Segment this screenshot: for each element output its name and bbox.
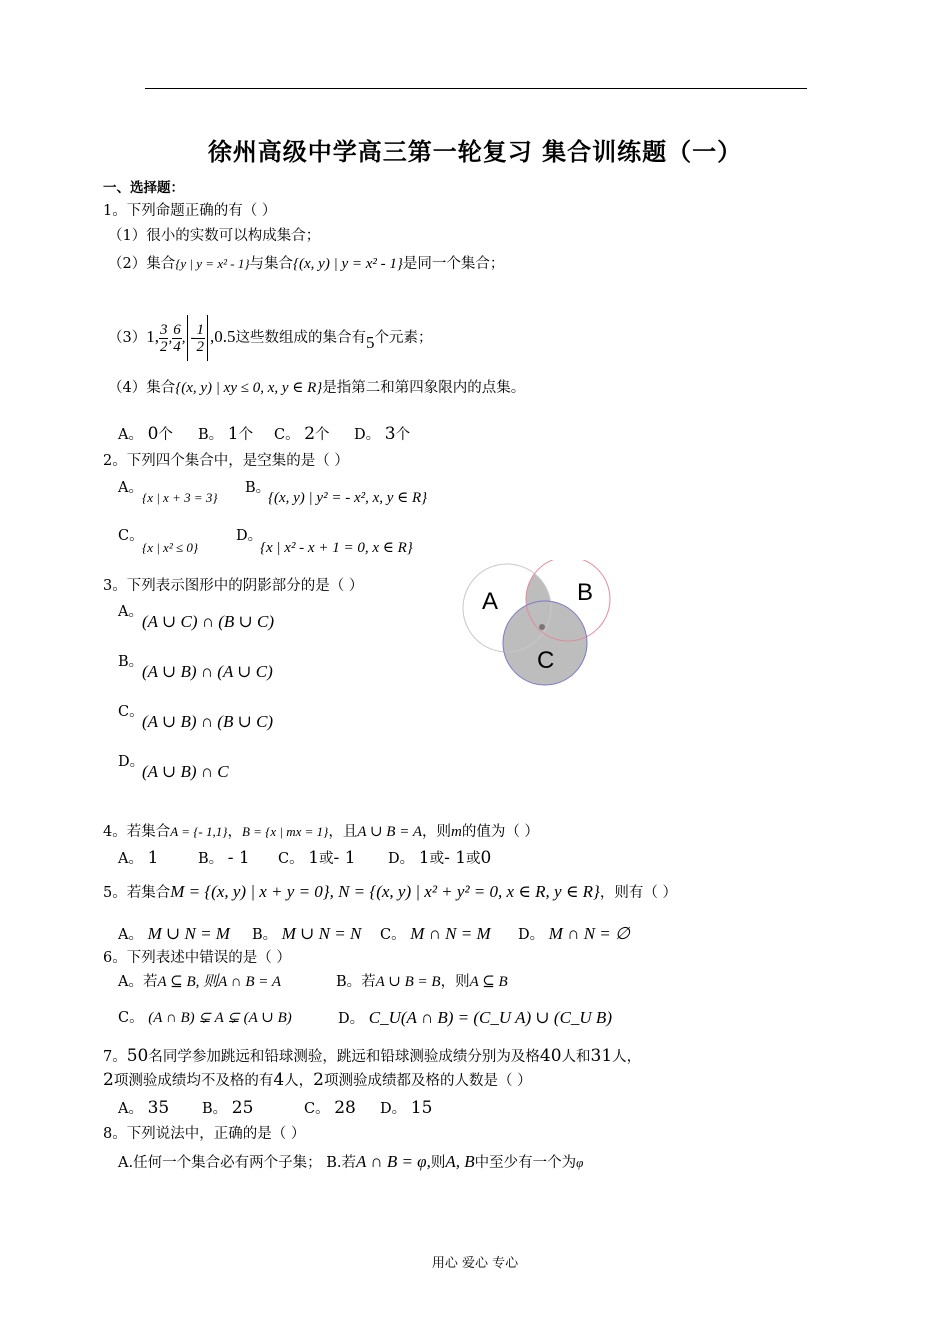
q1-option-a xyxy=(118,424,173,445)
q2-option-a-label: A。 xyxy=(118,480,143,496)
q1-statement-2 xyxy=(108,254,504,274)
q7-option-d xyxy=(380,1098,432,1119)
option-math: 3 xyxy=(384,424,396,444)
q1-s3-suffix: ,0.5 xyxy=(209,327,236,346)
option-math: 1 xyxy=(418,848,430,868)
q7-option-c xyxy=(304,1098,356,1119)
option-label: B。 xyxy=(252,927,278,943)
option-label: A。 xyxy=(118,851,143,867)
q6-option-d xyxy=(338,1008,612,1029)
q8-text: 中至少有一个为 xyxy=(474,1155,577,1171)
q8-stem: 8。下列说法中，正确的是（ ） xyxy=(103,1126,306,1142)
q4-stem: 4。若集合A = {- 1,1}，B = {x | mx = 1}，且A ∪ B = A，则m的值为（ ） xyxy=(103,824,539,840)
abs-bar-left xyxy=(187,315,188,361)
frac1-num: 3 xyxy=(159,321,168,338)
frac2-den: 4 xyxy=(173,338,181,355)
q7-text: 人， xyxy=(612,1049,642,1065)
q7-text: 项测验成绩均不及格的有 xyxy=(113,1073,274,1089)
option-math: A ⊆ B xyxy=(469,974,508,990)
q5-option-c xyxy=(380,924,491,945)
q7-num: 50 xyxy=(126,1046,149,1066)
q8-option-b-label: B.若 xyxy=(326,1155,356,1171)
q1-stem: 1。下列命题正确的有（ ） xyxy=(103,203,277,219)
q4-math-c: A ∪ B = A xyxy=(357,824,422,840)
q1-s3-prefix: 1, xyxy=(146,327,159,346)
option-math: C_U(A ∩ B) = (C_U A) ∪ (C_U B) xyxy=(368,1008,612,1027)
option-math: M ∩ N = M xyxy=(410,924,491,943)
q1-s3-fraction-2 xyxy=(172,322,182,355)
q1-s4-text-a: （4）集合 xyxy=(108,380,176,396)
q1-s4-text-b: 是指第二和第四象限内的点集。 xyxy=(322,380,526,396)
option-unit: 个 xyxy=(158,427,173,443)
option-label: C。 xyxy=(278,851,304,867)
q8-text: 则 xyxy=(430,1155,446,1171)
q8-math: A ∩ B = φ, xyxy=(355,1152,431,1171)
option-label: A。 xyxy=(118,1101,143,1117)
q7-text: 名同学参加跳远和铅球测验，跳远和铅球测验成绩分别为及格 xyxy=(148,1049,540,1065)
q3-option-c-math: (A ∪ B) ∩ (B ∪ C) xyxy=(142,712,274,731)
option-unit: 个 xyxy=(395,427,411,443)
q1-s2-math-1: {y | y = x² - 1} xyxy=(175,256,250,271)
q1-option-b xyxy=(198,424,253,445)
q5-option-a xyxy=(118,924,230,945)
option-math: 0 xyxy=(480,848,492,868)
venn-diagram xyxy=(455,560,625,695)
q1-statement-3: （3）1, $\frac{3}{2}$ , $\frac{6}{4}$ , - $\frac{1}{2}$ ,0.5这些数组成的集合有5个元素； xyxy=(108,314,432,360)
page-title: 徐州高级中学高三第一轮复习 集合训练题（一） xyxy=(207,137,743,166)
option-unit: 个 xyxy=(238,427,254,443)
q1-statement-4 xyxy=(108,378,525,398)
q7-number: 7。 xyxy=(103,1049,127,1065)
q7-text: 人和 xyxy=(561,1049,591,1065)
q2-option-a-math: {x | x + 3 = 3} xyxy=(142,490,218,505)
q4-text-d: 的值为（ ） xyxy=(461,824,539,840)
option-math: - 1 xyxy=(227,848,250,868)
q1-option-d xyxy=(354,424,410,445)
option-label: C。 xyxy=(304,1101,330,1117)
option-math: 0 xyxy=(147,424,159,444)
q3-stem: 3。下列表示图形中的阴影部分的是（ ） xyxy=(103,578,364,594)
q5-math: M = {(x, y) | x + y = 0}, N = {(x, y) | x² + y² = 0, x ∈ R, y ∈ R} xyxy=(170,882,600,901)
option-math: 35 xyxy=(147,1098,170,1118)
frac1-den: 2 xyxy=(159,338,168,355)
option-label: D。 xyxy=(518,927,545,943)
q8-option-a: A.任何一个集合必有两个子集； xyxy=(118,1155,322,1171)
frac2-num: 6 xyxy=(173,321,181,338)
q1-statement-1: （1）很小的实数可以构成集合； xyxy=(108,228,321,244)
q4-option-d xyxy=(388,848,491,869)
option-math: (A ∩ B) ⊊ A ⊊ (A ∪ B) xyxy=(148,1010,292,1026)
option-label: D。 xyxy=(338,1011,365,1027)
frac3-num: 1 xyxy=(196,321,204,338)
q8-options xyxy=(118,1152,583,1173)
q7-num: 31 xyxy=(590,1046,613,1066)
q3-option-d-label: D。 xyxy=(118,754,145,770)
q7-text: 人， xyxy=(284,1073,314,1089)
option-or: 或 xyxy=(429,851,445,867)
option-or: 或 xyxy=(466,851,481,867)
q3-option-b-math: (A ∪ B) ∩ (A ∪ C) xyxy=(142,662,273,681)
q2-option-b-label: B。 xyxy=(245,480,271,496)
q3-option-a-label: A。 xyxy=(118,604,143,620)
option-math: 15 xyxy=(410,1098,433,1118)
option-unit: 个 xyxy=(315,427,330,443)
q4-option-b xyxy=(198,848,250,869)
option-label: A。 xyxy=(118,427,143,443)
q8-math: A, B xyxy=(445,1152,475,1171)
q7-line-2 xyxy=(103,1070,532,1091)
q1-s3-text-c: 个元素； xyxy=(374,330,433,346)
section-heading: 一、选择题： xyxy=(103,180,184,196)
option-math: 25 xyxy=(231,1098,254,1118)
q2-option-d-math: {x | x² - x + 1 = 0, x ∈ R} xyxy=(260,540,413,556)
q7-num: 2 xyxy=(313,1070,324,1090)
q3-option-b-label: B。 xyxy=(118,654,144,670)
q5-option-d xyxy=(518,924,630,945)
q2-option-c-label: C。 xyxy=(118,528,144,544)
q2-option-b-math: {(x, y) | y² = - x², x, y ∈ R} xyxy=(268,490,428,506)
option-math: A ∪ B = B xyxy=(375,974,441,990)
venn-label-c: C xyxy=(537,647,555,674)
option-math: 1 xyxy=(308,848,320,868)
abs-bar-right xyxy=(207,315,208,361)
q5-text-a: 5。若集合 xyxy=(103,885,171,901)
page-footer: 用心 爱心 专心 xyxy=(431,1256,519,1271)
q2-stem: 2。下列四个集合中，是空集的是（ ） xyxy=(103,453,349,469)
q1-s4-math: {(x, y) | xy ≤ 0, x, y ∈ R} xyxy=(175,380,323,396)
q7-option-b xyxy=(202,1098,253,1119)
q4-option-a xyxy=(118,848,158,869)
q1-s3-count: 5 xyxy=(365,333,375,352)
option-math: M ∪ N = M xyxy=(147,924,230,943)
q2-option-d-label: D。 xyxy=(236,528,263,544)
option-label: C。 xyxy=(380,927,406,943)
q1-s3-text-b: 这些数组成的集合有 xyxy=(235,330,366,346)
q1-s2-text-c: 是同一个集合； xyxy=(402,256,505,272)
q4-text-c: ，则 xyxy=(421,824,451,840)
q4-math-b: B = {x | mx = 1} xyxy=(241,824,329,839)
option-label: B。 xyxy=(198,427,224,443)
option-math: A ⊆ B, 则A ∩ B = A xyxy=(157,974,282,990)
q1-s3-text-a: （3） xyxy=(108,330,147,346)
q1-s3-fraction-3 xyxy=(195,322,205,355)
option-math: 1 xyxy=(147,848,159,868)
q1-s2-text-a: （2）集合 xyxy=(108,256,176,272)
q7-text: 项测验成绩都及格的人数是（ ） xyxy=(323,1073,532,1089)
q1-s2-text-b: 与集合 xyxy=(249,256,294,272)
option-label: B。 xyxy=(202,1101,228,1117)
q3-option-a-math: (A ∪ C) ∩ (B ∪ C) xyxy=(142,612,275,631)
option-label: A。若 xyxy=(118,974,158,990)
option-label: C。 xyxy=(118,1010,144,1026)
q4-option-c xyxy=(278,848,356,869)
q5-option-b xyxy=(252,924,361,945)
option-math: 28 xyxy=(334,1098,356,1118)
q1-s2-math-2: {(x, y) | y = x² - 1} xyxy=(293,256,403,272)
q8-math: φ xyxy=(576,1155,584,1170)
option-label: D。 xyxy=(354,427,381,443)
option-math: M ∪ N = N xyxy=(281,924,362,943)
option-label: A。 xyxy=(118,927,143,943)
q7-num: 2 xyxy=(103,1070,114,1090)
option-math: - 1 xyxy=(444,848,467,868)
q6-option-a xyxy=(118,972,281,992)
q7-line-1 xyxy=(103,1046,641,1067)
option-math: M ∩ N = ∅ xyxy=(548,924,630,943)
option-or: 或 xyxy=(319,851,334,867)
q7-option-a xyxy=(118,1098,169,1119)
q4-text-b: ，且 xyxy=(328,824,358,840)
option-label: B。若 xyxy=(336,974,376,990)
q3-option-d-math: (A ∪ B) ∩ C xyxy=(142,762,229,781)
option-math: 2 xyxy=(304,424,316,444)
venn-center-dot xyxy=(539,624,545,630)
venn-label-b: B xyxy=(577,579,594,606)
q1-s3-abs-sign: - xyxy=(190,330,196,346)
q1-option-c xyxy=(274,424,330,445)
option-text: ，则 xyxy=(440,974,470,990)
option-label: D。 xyxy=(380,1101,407,1117)
q7-num: 4 xyxy=(273,1070,285,1090)
q4-text-a: 4。若集合 xyxy=(103,824,171,840)
q6-option-b xyxy=(336,972,508,992)
q4-math-a: A = {- 1,1} xyxy=(170,824,228,839)
option-math: 1 xyxy=(227,424,239,444)
q5-text-b: ，则有（ ） xyxy=(599,885,677,901)
venn-label-a: A xyxy=(482,588,499,615)
q7-num: 40 xyxy=(539,1046,562,1066)
frac3-den: 2 xyxy=(196,338,204,355)
q5-stem xyxy=(103,882,677,903)
q6-option-c xyxy=(118,1008,292,1028)
q3-option-c-label: C。 xyxy=(118,704,144,720)
option-math: - 1 xyxy=(333,848,356,868)
q6-stem: 6。下列表述中错误的是（ ） xyxy=(103,950,291,966)
q2-option-c-math: {x | x² ≤ 0} xyxy=(142,540,199,555)
option-label: B。 xyxy=(198,851,224,867)
q4-math-m: m xyxy=(450,824,462,840)
option-label: D。 xyxy=(388,851,415,867)
option-label: C。 xyxy=(274,427,300,443)
header-rule xyxy=(145,88,807,89)
